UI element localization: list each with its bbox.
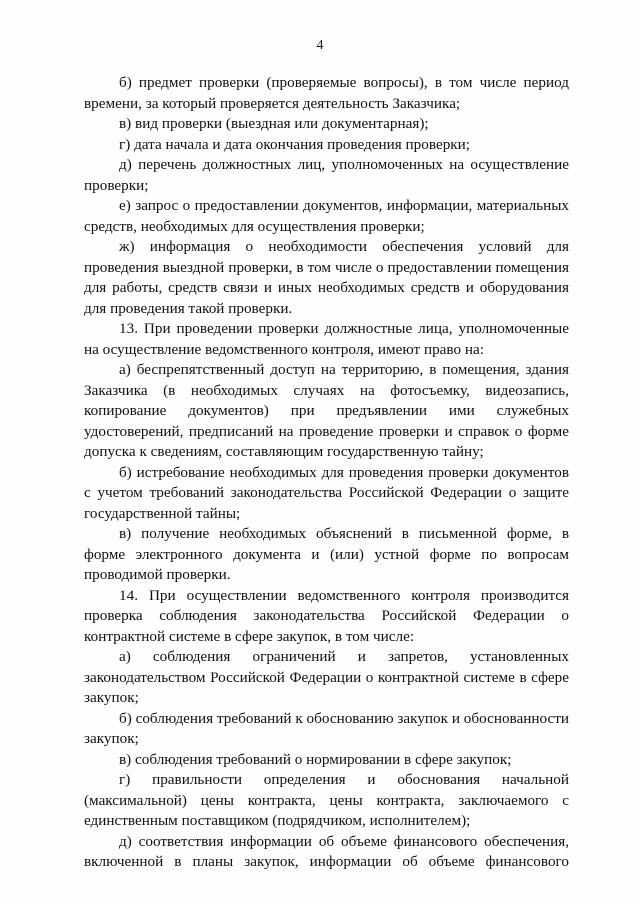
paragraph-section-13: 13. При проведении проверки должностные лица, уполномоченные на осуществление ведомственного контроля, имеют право на: xyxy=(84,320,569,358)
paragraph-section-14: 14. При осуществлении ведомственного контроля производится проверка соблюдения законодательства Российской Федерации о контрактной системе в сфере закупок, в том числе: xyxy=(84,586,569,645)
paragraph-14-b-justification: б) соблюдения требований к обоснованию закупок и обоснованности закупок; xyxy=(84,709,569,747)
paragraph-item-e-request: е) запрос о предоставлении документов, информации, материальных средств, необходимых для осуществления проверки; xyxy=(84,197,569,235)
paragraph-14-a-restrictions: а) соблюдения ограничений и запретов, установленных законодательством Российской Федерации о контрактной системе в сфере закупок; xyxy=(84,648,569,706)
paragraph-item-b-subject: б) предмет проверки (проверяемые вопросы), в том числе период времени, за который проверяется деятельность Заказчика; xyxy=(84,74,569,112)
paragraph-item-zh-conditions: ж) информация о необходимости обеспечения условий для проведения выездной проверки, в том числе о предоставлении помещения для работы, средств связи и иных необходимых средств и оборудования для проведения такой проверки. xyxy=(84,238,569,317)
page-number: 4 xyxy=(316,38,324,53)
paragraph-item-v-type: в) вид проверки (выездная или документарная); xyxy=(119,115,429,132)
paragraph-14-v-normalization: в) соблюдения требований о нормировании в сфере закупок; xyxy=(119,750,512,768)
document-body xyxy=(84,73,569,873)
paragraph-13-b-documents: б) истребование необходимых для проведения проверки документов с учетом требований законодательства Российской Федерации о защите государственной тайны; xyxy=(84,463,569,522)
paragraph-item-d-officials: д) перечень должностных лиц, уполномоченных на осуществление проверки; xyxy=(84,156,569,194)
paragraph-14-d-financing: д) соответствия информации об объеме финансового обеспечения, включенной в планы закупок, информации об объеме финансового xyxy=(84,832,569,870)
paragraph-item-g-dates: г) дата начала и дата окончания проведения проверки; xyxy=(119,135,471,153)
paragraph-14-g-price: г) правильности определения и обоснования начальной (максимальной) цены контракта, цены контракта, заключаемого с единственным поставщиком (подрядчиком, исполнителем); xyxy=(84,771,569,829)
paragraph-13-v-explanations: в) получение необходимых объяснений в письменной форме, в форме электронного документа и (или) устной форме по вопросам проводимой проверки. xyxy=(84,525,569,583)
paragraph-13-a-access: а) беспрепятственный доступ на территорию, в помещения, здания Заказчика (в необходимых случаях на фотосъемку, видеозапись, копирование документов) при предъявлении ими служебных удостоверений, предписаний на проведение проверки и справок о форме допуска к сведениям, составляющим государственную тайну; xyxy=(84,361,569,460)
